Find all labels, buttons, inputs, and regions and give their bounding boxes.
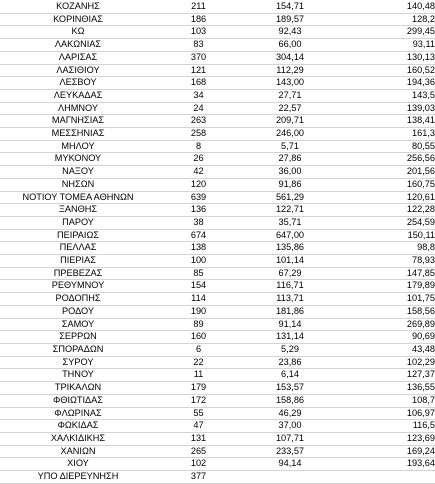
region-cell: ΦΩΚΙΔΑΣ: [0, 420, 156, 433]
region-cell: ΧΑΛΚΙΔΙΚΗΣ: [0, 432, 156, 445]
cases-cell: 100: [156, 255, 241, 268]
cases-cell: 138: [156, 242, 241, 255]
region-cell: ΣΕΡΡΩΝ: [0, 331, 156, 344]
rate-cell: 27,86: [241, 153, 339, 166]
region-cell: ΜΗΛΟΥ: [0, 140, 156, 153]
table-row: [0, 26, 435, 39]
cases-cell: 26: [156, 153, 241, 166]
cases-cell: 11: [156, 369, 241, 382]
table-row: [0, 471, 435, 484]
region-cell: ΝΑΞΟΥ: [0, 166, 156, 179]
region-cell: ΧΙΟΥ: [0, 458, 156, 471]
rate-cell: 94,14: [241, 458, 339, 471]
rate-cell: 91,86: [241, 178, 339, 191]
rate-cell: 91,14: [241, 318, 339, 331]
value-cell: 102,29: [339, 356, 435, 369]
table-row: [0, 102, 435, 115]
region-cell: ΡΕΘΥΜΝΟΥ: [0, 280, 156, 293]
region-cell: ΣΠΟΡΑΔΩΝ: [0, 343, 156, 356]
value-cell: 158,56: [339, 305, 435, 318]
rate-cell: 107,71: [241, 432, 339, 445]
table-row: [0, 267, 435, 280]
table-row: [0, 318, 435, 331]
value-cell: 161,3: [339, 128, 435, 141]
region-cell: ΜΑΓΝΗΣΙΑΣ: [0, 115, 156, 128]
table-row: [0, 64, 435, 77]
rate-cell: 46,29: [241, 407, 339, 420]
value-cell: 128,2: [339, 13, 435, 26]
region-cell: ΥΠΟ ΔΙΕΡΕΥΝΗΣΗ: [0, 471, 156, 484]
value-cell: 120,61: [339, 191, 435, 204]
cases-cell: 186: [156, 13, 241, 26]
value-cell: 136,55: [339, 382, 435, 395]
table-row: [0, 445, 435, 458]
table-row: [0, 39, 435, 52]
table-row: [0, 394, 435, 407]
rate-cell: 561,29: [241, 191, 339, 204]
value-cell: 299,45: [339, 26, 435, 39]
value-cell: 78,93: [339, 255, 435, 268]
value-cell: 98,8: [339, 242, 435, 255]
table-row: [0, 382, 435, 395]
cases-cell: 211: [156, 1, 241, 13]
rate-cell: 189,57: [241, 13, 339, 26]
cases-cell: 6: [156, 343, 241, 356]
value-cell: 160,52: [339, 64, 435, 77]
region-cell: ΚΟΡΙΝΘΙΑΣ: [0, 13, 156, 26]
cases-cell: 120: [156, 178, 241, 191]
rate-cell: 36,00: [241, 166, 339, 179]
table-row: [0, 216, 435, 229]
value-cell: 140,48: [339, 1, 435, 13]
value-cell: 138,41: [339, 115, 435, 128]
cases-cell: 154: [156, 280, 241, 293]
cases-cell: 160: [156, 331, 241, 344]
region-cell: ΝΗΣΩΝ: [0, 178, 156, 191]
rate-cell: 131,14: [241, 331, 339, 344]
value-cell: 93,11: [339, 39, 435, 52]
cases-cell: 179: [156, 382, 241, 395]
value-cell: 80,55: [339, 140, 435, 153]
rate-cell: 113,71: [241, 293, 339, 306]
value-cell: 147,85: [339, 267, 435, 280]
table-row: [0, 13, 435, 26]
region-cell: ΡΟΔΟΠΗΣ: [0, 293, 156, 306]
table-row: [0, 153, 435, 166]
table-row: [0, 255, 435, 268]
cases-cell: 172: [156, 394, 241, 407]
value-cell: 254,59: [339, 216, 435, 229]
region-cell: ΝΟΤΙΟΥ ΤΟΜΕΑ ΑΘΗΝΩΝ: [0, 191, 156, 204]
table-row: [0, 420, 435, 433]
region-cell: ΚΟΖΑΝΗΣ: [0, 1, 156, 13]
table-row: [0, 166, 435, 179]
table-row: [0, 115, 435, 128]
table-row: [0, 293, 435, 306]
rate-cell: 143,00: [241, 77, 339, 90]
rate-cell: 23,86: [241, 356, 339, 369]
cases-cell: 258: [156, 128, 241, 141]
table-body: [0, 1, 435, 483]
rate-cell: 181,86: [241, 305, 339, 318]
value-cell: [339, 471, 435, 484]
region-cell: ΡΟΔΟΥ: [0, 305, 156, 318]
cases-cell: 674: [156, 229, 241, 242]
cases-cell: 47: [156, 420, 241, 433]
cases-cell: 190: [156, 305, 241, 318]
rate-cell: 101,14: [241, 255, 339, 268]
cases-cell: 639: [156, 191, 241, 204]
region-cell: ΠΕΛΛΑΣ: [0, 242, 156, 255]
rate-cell: 209,71: [241, 115, 339, 128]
cases-cell: 121: [156, 64, 241, 77]
value-cell: 256,56: [339, 153, 435, 166]
cases-cell: 24: [156, 102, 241, 115]
rate-cell: 246,00: [241, 128, 339, 141]
table-row: [0, 369, 435, 382]
table-row: [0, 280, 435, 293]
cases-cell: 103: [156, 26, 241, 39]
table-row: [0, 1, 435, 13]
region-cell: ΧΑΝΙΩΝ: [0, 445, 156, 458]
region-cell: ΛΑΡΙΣΑΣ: [0, 51, 156, 64]
value-cell: 150,11: [339, 229, 435, 242]
region-cell: ΛΗΜΝΟΥ: [0, 102, 156, 115]
region-cell: ΜΕΣΣΗΝΙΑΣ: [0, 128, 156, 141]
region-cell: ΛΑΚΩΝΙΑΣ: [0, 39, 156, 52]
value-cell: 130,13: [339, 51, 435, 64]
cases-cell: 38: [156, 216, 241, 229]
table-row: [0, 305, 435, 318]
rate-cell: 304,14: [241, 51, 339, 64]
region-cell: ΤΡΙΚΑΛΩΝ: [0, 382, 156, 395]
rate-cell: 27,71: [241, 89, 339, 102]
cases-cell: 370: [156, 51, 241, 64]
table-row: [0, 204, 435, 217]
regional-data-table: [0, 1, 435, 484]
cases-cell: 263: [156, 115, 241, 128]
table-row: [0, 51, 435, 64]
cases-cell: 22: [156, 356, 241, 369]
rate-cell: 116,71: [241, 280, 339, 293]
value-cell: 90,69: [339, 331, 435, 344]
rate-cell: 92,43: [241, 26, 339, 39]
region-cell: ΣΥΡΟΥ: [0, 356, 156, 369]
value-cell: 123,69: [339, 432, 435, 445]
value-cell: 106,97: [339, 407, 435, 420]
region-cell: ΦΛΩΡΙΝΑΣ: [0, 407, 156, 420]
rate-cell: 233,57: [241, 445, 339, 458]
table-row: [0, 178, 435, 191]
region-cell: ΣΑΜΟΥ: [0, 318, 156, 331]
value-cell: 179,89: [339, 280, 435, 293]
table-row: [0, 77, 435, 90]
cases-cell: 55: [156, 407, 241, 420]
rate-cell: [241, 471, 339, 484]
rate-cell: 5,29: [241, 343, 339, 356]
value-cell: 122,28: [339, 204, 435, 217]
table-row: [0, 242, 435, 255]
value-cell: 101,75: [339, 293, 435, 306]
value-cell: 143,5: [339, 89, 435, 102]
region-cell: ΜΥΚΟΝΟΥ: [0, 153, 156, 166]
value-cell: 127,37: [339, 369, 435, 382]
rate-cell: 647,00: [241, 229, 339, 242]
value-cell: 201,56: [339, 166, 435, 179]
cases-cell: 85: [156, 267, 241, 280]
table-row: [0, 432, 435, 445]
rate-cell: 153,57: [241, 382, 339, 395]
cases-cell: 136: [156, 204, 241, 217]
value-cell: 108,7: [339, 394, 435, 407]
table-row: [0, 191, 435, 204]
value-cell: 269,89: [339, 318, 435, 331]
value-cell: 139,03: [339, 102, 435, 115]
rate-cell: 37,00: [241, 420, 339, 433]
region-cell: ΞΑΝΘΗΣ: [0, 204, 156, 217]
value-cell: 43,48: [339, 343, 435, 356]
cases-cell: 8: [156, 140, 241, 153]
region-cell: ΚΩ: [0, 26, 156, 39]
rate-cell: 6,14: [241, 369, 339, 382]
rate-cell: 35,71: [241, 216, 339, 229]
region-cell: ΠΡΕΒΕΖΑΣ: [0, 267, 156, 280]
value-cell: 116,5: [339, 420, 435, 433]
table-row: [0, 343, 435, 356]
table-row: [0, 407, 435, 420]
cases-cell: 42: [156, 166, 241, 179]
cases-cell: 83: [156, 39, 241, 52]
rate-cell: 112,29: [241, 64, 339, 77]
region-cell: ΛΕΣΒΟΥ: [0, 77, 156, 90]
region-cell: ΠΙΕΡΙΑΣ: [0, 255, 156, 268]
cases-cell: 168: [156, 77, 241, 90]
region-cell: ΠΑΡΟΥ: [0, 216, 156, 229]
rate-cell: 158,86: [241, 394, 339, 407]
table-row: [0, 356, 435, 369]
region-cell: ΤΗΝΟΥ: [0, 369, 156, 382]
cases-cell: 265: [156, 445, 241, 458]
cases-cell: 131: [156, 432, 241, 445]
rate-cell: 66,00: [241, 39, 339, 52]
value-cell: 194,36: [339, 77, 435, 90]
cases-cell: 102: [156, 458, 241, 471]
table-row: [0, 140, 435, 153]
rate-cell: 122,71: [241, 204, 339, 217]
rate-cell: 22,57: [241, 102, 339, 115]
cases-cell: 34: [156, 89, 241, 102]
table-row: [0, 229, 435, 242]
rate-cell: 5,71: [241, 140, 339, 153]
cases-cell: 377: [156, 471, 241, 484]
cases-cell: 89: [156, 318, 241, 331]
table-row: [0, 128, 435, 141]
table-row: [0, 89, 435, 102]
table-row: [0, 331, 435, 344]
rate-cell: 67,29: [241, 267, 339, 280]
value-cell: 160,75: [339, 178, 435, 191]
region-cell: ΛΑΣΙΘΙΟΥ: [0, 64, 156, 77]
rate-cell: 135,86: [241, 242, 339, 255]
rate-cell: 154,71: [241, 1, 339, 13]
value-cell: 169,24: [339, 445, 435, 458]
value-cell: 193,64: [339, 458, 435, 471]
table-row: [0, 458, 435, 471]
region-cell: ΦΘΙΩΤΙΔΑΣ: [0, 394, 156, 407]
cases-cell: 114: [156, 293, 241, 306]
region-cell: ΠΕΙΡΑΙΩΣ: [0, 229, 156, 242]
region-cell: ΛΕΥΚΑΔΑΣ: [0, 89, 156, 102]
